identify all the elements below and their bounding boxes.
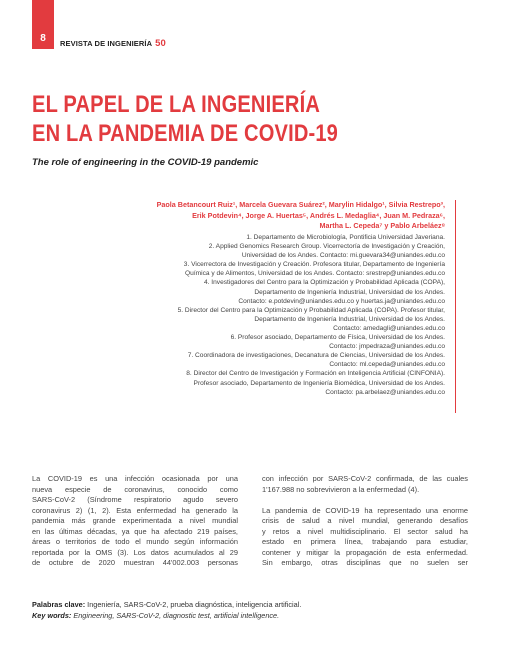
author-list: [65, 200, 445, 232]
body-line: contener y mitigar la propagación de esta enfermedad.: [262, 547, 468, 557]
affiliation-line: 6. Profesor asociado, Departamento de Física, Universidad de los Andes.: [230, 334, 445, 342]
body-column-right: [262, 474, 468, 569]
affiliation-line: Departamento de Ingeniería Industrial, Universidad de los Andes.: [254, 315, 445, 323]
body-line: SARS-CoV-2 (Síndrome respiratorio agudo severo: [32, 495, 238, 505]
body-line: coronavirus 2) (1, 2). Esta enfermedad ha generado la: [32, 505, 238, 515]
author-block-rule: [455, 200, 456, 413]
body-line: y retos a nivel multidisciplinario. El sector salud ha: [262, 526, 468, 536]
paragraph-gap: [262, 495, 468, 506]
affiliation-line: 7. Coordinadora de investigaciones, Decanatura de Ciencias, Universidad de los Andes.: [187, 352, 445, 360]
keywords-en-label: Key words:: [32, 610, 72, 620]
body-line: nueva especie de coronavirus, conocido como: [32, 484, 238, 494]
body-line: Sin embargo, otras disciplinas que no suelen ser: [262, 558, 468, 568]
keywords-es: [32, 600, 301, 611]
keywords-block: [32, 600, 301, 621]
affiliation-line: Contacto: e.potdevin@uniandes.edu.co y huertas.ja@uniandes.edu.co: [238, 297, 445, 305]
affiliation-line: 4. Investigadores del Centro para la Optimización y Probabilidad Aplicada (COPA),: [203, 279, 445, 287]
page-number: 8: [40, 33, 46, 44]
body-line: con infección por SARS-CoV-2 confirmada, de las cuales: [262, 474, 468, 483]
author-line: Paola Betancourt Ruiz¹, Marcela Guevara Suárez², Marylin Hidalgo¹, Silvia Restrepo³,: [156, 200, 445, 209]
body-line: 1'167.988 no sobrevivieron a la enfermedad (4).: [262, 484, 420, 494]
body-line: La COVID-19 es una infección ocasionada por una: [32, 474, 238, 483]
keywords-es-value: Ingeniería, SARS-CoV-2, prueba diagnóstica, inteligencia artificial.: [85, 600, 302, 609]
affiliation-list: [65, 233, 445, 397]
keywords-en: [32, 611, 301, 622]
affiliation-line: Departamento de Ingeniería Industrial, Universidad de los Andes.: [254, 288, 445, 296]
body-column-left: [32, 474, 238, 569]
article-subtitle: The role of engineering in the COVID-19 pandemic: [32, 157, 259, 168]
title-line: EN LA PANDEMIA DE COVID-19: [32, 120, 339, 147]
page-number-tab: [32, 0, 54, 49]
body-line: pandemia más grande experimentada a nivel mundial: [32, 516, 238, 526]
affiliation-line: 3. Vicerrectora de Investigación y Creación. Profesora titular, Departamento de Ingeniería: [183, 261, 445, 269]
affiliation-line: Contacto: jmpedraza@uniandes.edu.co: [329, 343, 445, 351]
body-line: en las últimas décadas, ya que ha afectado 219 países,: [32, 526, 238, 536]
article-title: [32, 90, 393, 148]
body-line: La pandemia de COVID-19 ha representado una enorme: [262, 505, 468, 515]
affiliation-line: 1. Departamento de Microbiología, Pontificia Universidad Javeriana.: [246, 234, 445, 241]
issue-number: 50: [155, 38, 166, 49]
body-line: crisis de salud a nivel mundial, generando desafíos: [262, 516, 468, 526]
affiliation-line: Contacto: ml.cepeda@uniandes.edu.co: [329, 361, 445, 369]
affiliation-line: Universidad de los Andes. Contacto: mi.guevara34@uniandes.edu.co: [241, 252, 445, 260]
body-line: estado en primera línea, trabajando para estudiar,: [262, 537, 468, 547]
body-line: reportada por la OMS (3). Los datos acumulados al 29: [32, 547, 238, 557]
keywords-es-label: Palabras clave:: [32, 600, 86, 609]
title-line: EL PAPEL DE LA INGENIERÍA: [32, 91, 321, 118]
body-line: áreas o territorios de todo el mundo según información: [32, 537, 238, 547]
keywords-en-value: Engineering, SARS-CoV-2, diagnostic test, artificial intelligence.: [71, 610, 280, 620]
affiliation-line: Química y de Alimentos, Universidad de los Andes. Contacto: srestrep@uniandes.edu.co: [185, 270, 445, 278]
journal-name: REVISTA DE INGENIERÍA: [60, 39, 153, 48]
affiliation-line: 5. Director del Centro para la Optimización y Probabilidad Aplicada (COPA). Profesor titular,: [177, 306, 445, 314]
affiliation-line: Profesor asociado, Departamento de Ingeniería Biomédica, Universidad de los Andes.: [193, 379, 445, 387]
affiliation-line: Contacto: pa.arbelaez@uniandes.edu.co: [325, 388, 445, 396]
author-line: Erik Potdevin⁴, Jorge A. Huertas⁵, Andrés L. Medaglia⁴, Juan M. Pedraza⁶,: [192, 210, 445, 220]
body-line: de octubre de 2020 muestran 44'002.003 personas: [32, 558, 238, 568]
author-line: Martha L. Cepeda⁷ y Pablo Arbeláez⁸: [319, 221, 445, 230]
affiliation-line: Contacto: amedagli@uniandes.edu.co: [333, 324, 445, 332]
running-head: [60, 38, 166, 49]
author-block: [65, 200, 445, 397]
affiliation-line: 2. Applied Genomics Research Group. Vicerrectoría de Investigación y Creación,: [208, 243, 445, 251]
affiliation-line: 8. Director del Centro de Investigación y Formación en Inteligencia Artificial (CINFONIA).: [186, 370, 445, 378]
